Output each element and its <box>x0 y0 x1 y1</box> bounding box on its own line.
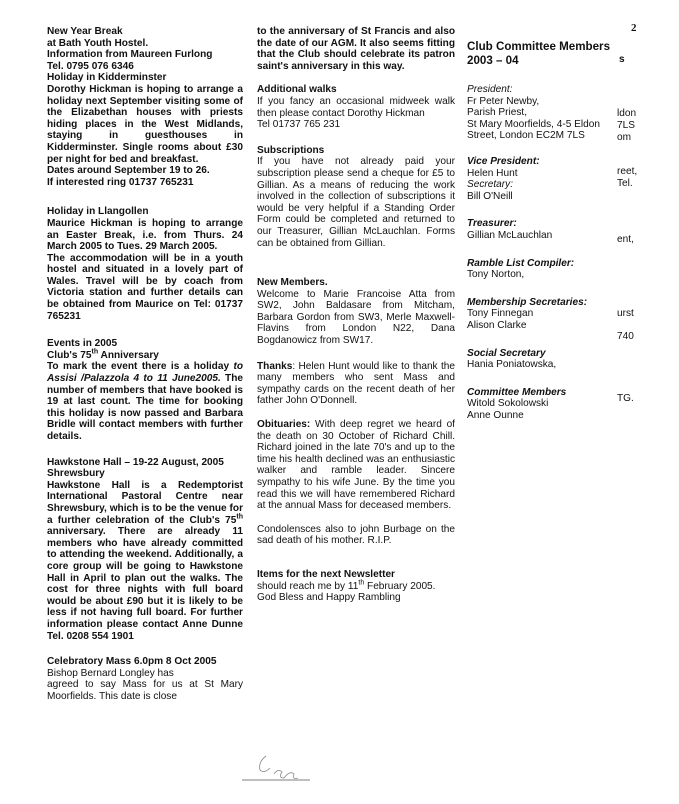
anniversary-sup: th <box>91 348 99 356</box>
events-section <box>47 338 243 442</box>
next-newsletter-body <box>257 581 455 593</box>
events-body-1: To mark the event there is a holiday <box>47 361 234 373</box>
subscriptions-body: If you have not already paid your subscription please send a cheque for £5 to Gillian. As a means of reducing the work involved in the collection of subscriptions it would be very helpful if a Standing Order Form could be completed and returned to our Treasurer, Gillian McLauchlan. Forms can be obtained from Gillian. <box>257 156 455 249</box>
fragment-om: om <box>617 132 632 143</box>
mass-section <box>47 656 243 702</box>
ramble-name: Tony Norton, <box>467 269 525 281</box>
next-newsletter-2: February 2005. <box>364 580 436 592</box>
committee-member-2: Anne Ounne <box>467 409 524 421</box>
president-role: President: <box>467 84 513 95</box>
president-line-3: St Mary Moorfields, 4-5 Eldon <box>467 118 600 130</box>
committee-column <box>467 40 613 432</box>
handwritten-signature <box>240 752 320 792</box>
mass-heading: Celebratory Mass 6.0pm 8 Oct 2005 <box>47 656 217 668</box>
committee-members-group <box>467 387 613 422</box>
obituaries-section <box>257 419 455 512</box>
thanks-label: Thanks <box>257 360 293 372</box>
kidderminster-body: Dorothy Hickman is hoping to arrange a holiday next September visiting some of the Elizabethan houses with priests hiding places in the West Midlands, staying in guesthouses in Kidderminster. Single rooms about £30 per night for bed and breakfast. <box>47 83 243 165</box>
page-number: 2 <box>631 22 637 34</box>
membership-role: Membership Secretaries: <box>467 296 588 308</box>
subscriptions-section <box>257 145 455 249</box>
condolences-section <box>257 524 455 547</box>
thanks-body <box>257 361 455 407</box>
events-body-3: The number of members that have booked is 19 at last count. The time for booking this holiday is now passed and Barbara Bridle will contact members with further details. <box>47 373 243 442</box>
thanks-section <box>257 361 455 407</box>
fragment-urst: urst <box>617 308 634 319</box>
vice-president-name: Helen Hunt <box>467 167 518 179</box>
treasurer-group <box>467 218 613 241</box>
committee-title: Club Committee Members 2003 – 04 <box>467 40 611 67</box>
committee-member-1: Witold Sokolowski <box>467 398 549 410</box>
francis-continued-text: to the anniversary of St Francis and also the date of our AGM. It also seems fitting that the Club should celebrate its patron saint's anniversary in this way. <box>257 26 455 72</box>
hawkstone-section <box>47 457 243 643</box>
tel-line: Tel. 0795 076 6346 <box>47 60 134 72</box>
social-group <box>467 348 613 371</box>
info-line: Information from Maureen Furlong <box>47 49 213 61</box>
hawkstone-heading: Hawkstone Hall – 19-22 August, 2005 Shrewsbury <box>47 456 224 480</box>
vice-president-role: Vice President: <box>467 155 540 167</box>
vice-president-group <box>467 156 613 202</box>
interested-line: If interested ring 01737 765231 <box>47 176 194 188</box>
walks-heading: Additional walks <box>257 84 337 96</box>
fragment-reet: reet, <box>617 166 638 177</box>
llangollen-body-2: The accommodation will be in a youth hostel and situated in a lovely part of Wales. Travel will be by coach from Victoria station and further details can be obtained from Maurice on Tel: 01737 765231 <box>47 252 243 322</box>
membership-name-1: Tony Finnegan <box>467 308 534 320</box>
anniversary-heading-a: Club's 75 <box>47 349 92 361</box>
mass-body-1: Bishop Bernard Longley has <box>47 667 174 679</box>
fragment-7ls: 7LS <box>617 120 635 131</box>
obituaries-label: Obituaries: <box>257 419 311 431</box>
anniversary-heading <box>47 350 243 362</box>
social-name: Hania Poniatowska, <box>467 359 557 371</box>
president-line-1: Fr Peter Newby, <box>467 95 540 107</box>
hawkstone-sup: th <box>236 513 243 521</box>
ramble-group <box>467 258 613 281</box>
walks-tel: Tel 01737 765 231 <box>257 119 341 131</box>
president-line-4: Street, London EC2M 7LS <box>467 130 585 142</box>
llangollen-heading: Holiday in Llangollen <box>47 206 149 218</box>
subscriptions-heading: Subscriptions <box>257 144 325 156</box>
kidderminster-heading: Holiday in Kidderminster <box>47 72 167 84</box>
events-heading: Events in 2005 <box>47 338 118 350</box>
column-left <box>47 26 243 714</box>
thanks-text: : Helen Hunt would like to thank the many members who sent Mass and sympathy cards on the recent death of her father John O'Donnell. <box>257 360 455 407</box>
next-newsletter-sup: th <box>358 579 365 587</box>
new-year-section <box>47 26 243 188</box>
new-members-section <box>257 277 455 347</box>
new-members-heading: New Members. <box>257 277 328 289</box>
dates-line: Dates around September 19 to 26. <box>47 165 210 177</box>
mass-body-2: agreed to say Mass for us at St Mary Moorfields. This date is close <box>47 679 243 702</box>
walks-section <box>257 84 455 130</box>
treasurer-name: Gillian McLauchlan <box>467 229 553 241</box>
column-middle <box>257 26 455 616</box>
social-role: Social Secretary <box>467 347 546 359</box>
francis-continued <box>257 26 455 72</box>
hawkstone-body-1: Hawkstone Hall is a Redemptorist International Pastoral Centre near Shrewsbury, which is to be the venue for a further celebration of the Club's 75 <box>47 479 243 526</box>
fragment-s: s <box>619 54 625 65</box>
llangollen-section <box>47 206 243 322</box>
fragment-ldon: ldon <box>617 108 637 119</box>
membership-name-2: Alison Clarke <box>467 319 527 331</box>
fragment-tg: TG. <box>617 393 634 404</box>
fragment-ent: ent, <box>617 234 634 245</box>
condolences-text: Condolensces also to john Burbage on the sad death of his mother. R.I.P. <box>257 523 455 547</box>
new-year-heading: New Year Break <box>47 26 123 37</box>
committee-members-role: Committee Members <box>467 386 567 398</box>
obituaries-body <box>257 419 455 512</box>
next-newsletter-heading: Items for the next Newsletter <box>257 568 395 580</box>
hawkstone-body-2: anniversary. There are already 11 members who have already committed to attending the weekend. Additionally, a core group will be going to Hawkstone Hall in April to plan out the walks. The cost for three nights with full board would be about £90 but it is likely to be less if not having full board. For further information please contact Anne Dunne Tel. 0208 554 1901 <box>47 526 243 642</box>
events-body <box>47 361 243 442</box>
ramble-role: Ramble List Compiler: <box>467 257 575 269</box>
walks-body: If you fancy an occasional midweek walk then please contact Dorothy Hickman <box>257 95 455 119</box>
treasurer-role: Treasurer: <box>467 218 517 230</box>
anniversary-heading-b: Anniversary <box>98 349 159 361</box>
fragment-tel: Tel. <box>617 178 633 189</box>
bath-youth-hostel-heading: at Bath Youth Hostel. <box>47 37 149 49</box>
fragment-740: 740 <box>617 331 634 342</box>
secretary-name: Bill O'Neill <box>467 190 513 202</box>
president-group <box>467 84 613 142</box>
obituaries-text: With deep regret we heard of the death on 30 October of Richard Chill. Richard joined in the late 70's and up to the time his health declined was an enthusiastic walker and ramble leader. Sincere sympathy to his wife June. By the time you read this we will have remembered Richard at the annual Mass for deceased members. <box>257 419 455 512</box>
hawkstone-body <box>47 480 243 642</box>
new-members-body: Welcome to Marie Francoise Atta from SW2, John Baldasare from Mitcham, Barbara Gordon from SW3, Merle Maxwell-Flavins from London N22, Dana Bogdanowicz from SW17. <box>257 288 455 347</box>
events-body-2: to Assisi /Palazzola 4 to 11 June2005. <box>47 361 243 385</box>
llangollen-body-1: Maurice Hickman is hoping to arrange an Easter Break, i.e. from Thurs. 24 March 2005 to Tues. 29 March 2005. <box>47 217 243 253</box>
membership-group <box>467 297 613 332</box>
secretary-role: Secretary: <box>467 179 513 191</box>
next-newsletter-1: should reach me by 11 <box>257 580 359 592</box>
next-newsletter-section <box>257 569 455 604</box>
president-line-2: Parish Priest, <box>467 107 528 119</box>
god-bless-line: God Bless and Happy Rambling <box>257 592 401 604</box>
